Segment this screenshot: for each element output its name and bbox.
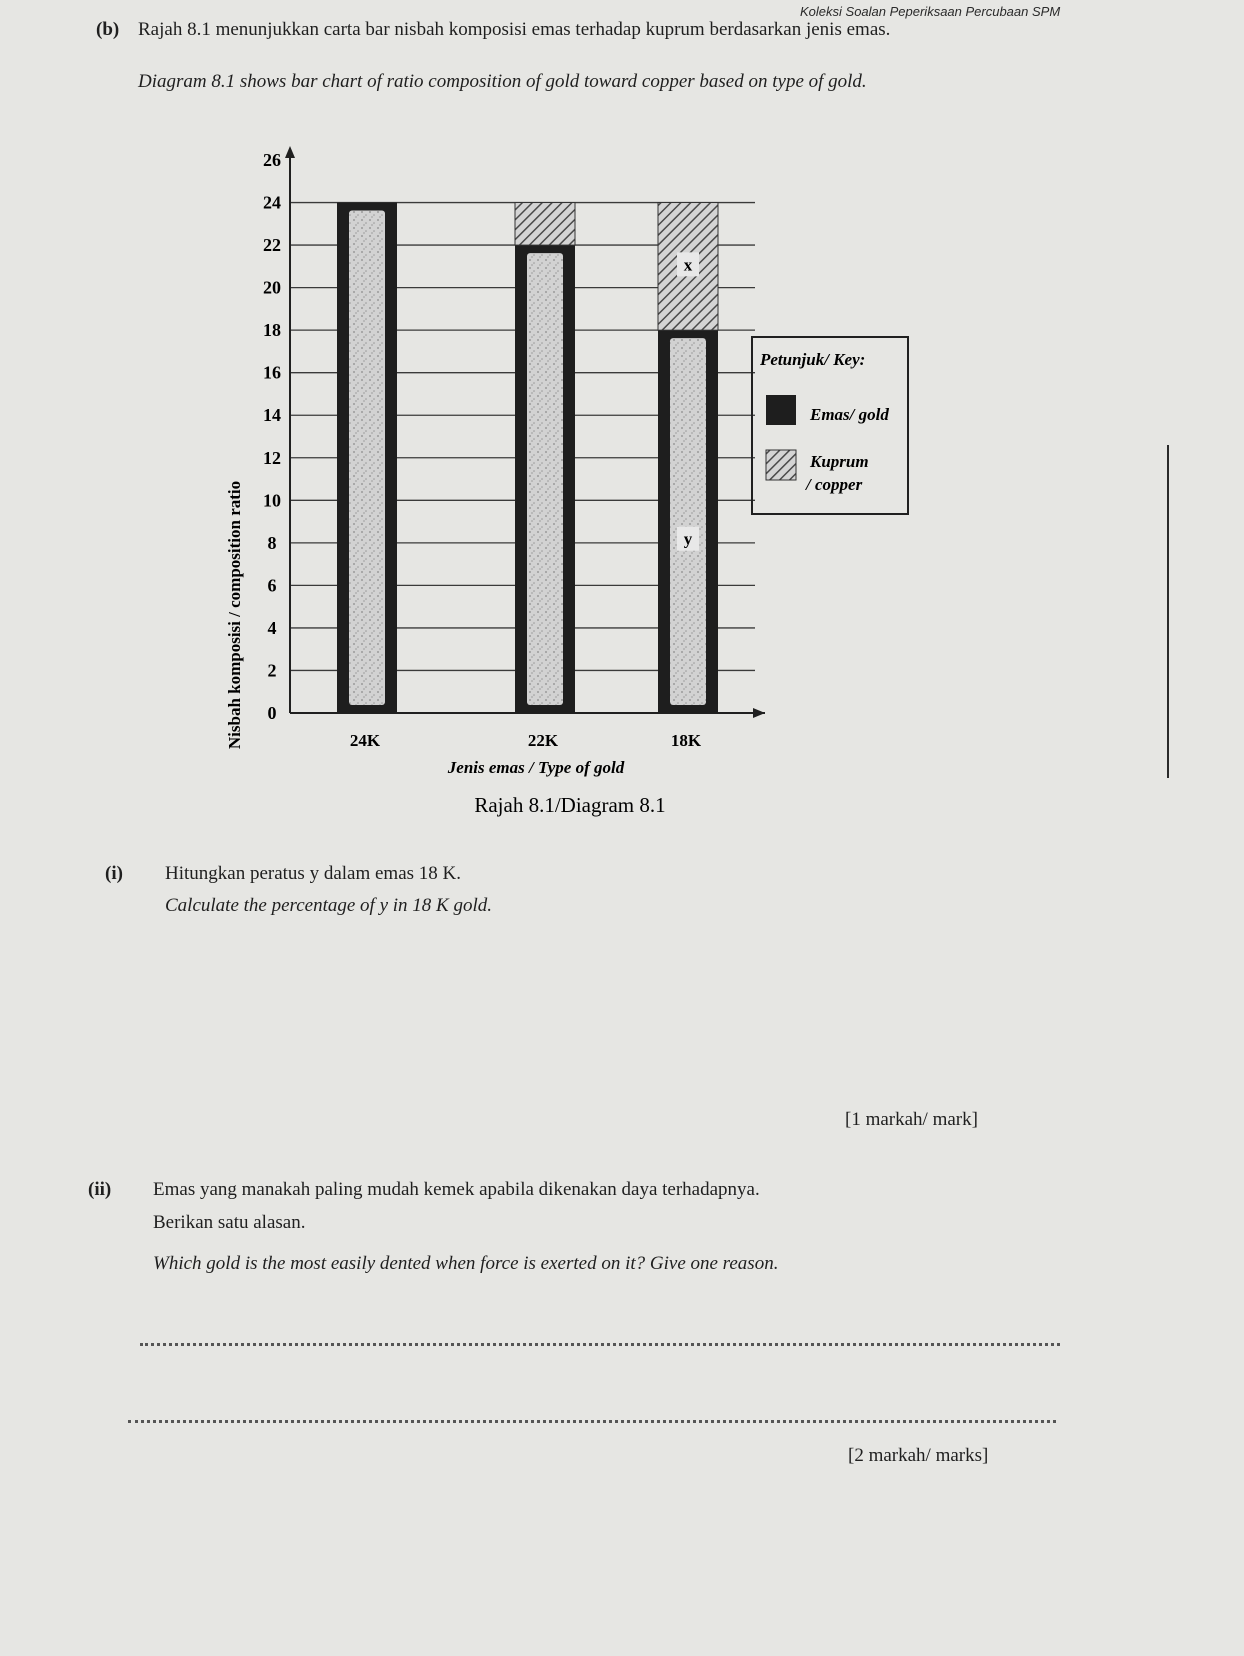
answer-line-2[interactable] (128, 1420, 1056, 1423)
question-i-malay: Hitungkan peratus y dalam emas 18 K. (165, 863, 462, 884)
legend-copper-label-2: / copper (806, 475, 863, 494)
question-b-malay: Rajah 8.1 menunjukkan carta bar nisbah komposisi emas terhadap kuprum berdasarkan jenis emas. (138, 19, 891, 40)
chart-legend (752, 337, 908, 514)
question-ii-label: (ii) (88, 1179, 112, 1200)
y-tick-label: 16 (263, 362, 281, 383)
bar-copper-22K (515, 203, 575, 246)
question-ii-malay-1: Emas yang manakah paling mudah kemek apabila dikenakan daya terhadapnya. (153, 1179, 760, 1200)
x-axis-label: Jenis emas / Type of gold (447, 758, 625, 777)
legend-title: Petunjuk/ Key: (760, 350, 866, 369)
x-tick-label: 18K (670, 731, 702, 750)
y-tick-label: 20 (263, 277, 281, 298)
bar-gold-inner-24K (349, 211, 385, 705)
question-i-english: Calculate the percentage of y in 18 K gold. (165, 895, 492, 916)
question-i-label: (i) (105, 863, 123, 884)
question-ii-malay-2: Berikan satu alasan. (153, 1212, 306, 1233)
chart-ticks (263, 150, 702, 750)
y-tick-label: 8 (267, 532, 277, 553)
legend-copper-swatch (766, 450, 796, 480)
y-tick-label: 10 (263, 490, 281, 511)
question-ii-english: Which gold is the most easily dented when force is exerted on it? Give one reason. (153, 1253, 779, 1274)
answer-line-1[interactable] (140, 1343, 1060, 1346)
y-tick-label: 18 (263, 320, 281, 341)
y-tick-label: 0 (267, 703, 277, 723)
bar-gold-inner-22K (527, 253, 563, 705)
y-tick-label: 12 (263, 447, 281, 468)
question-b-label: (b) (96, 19, 120, 40)
legend-gold-swatch (766, 395, 796, 425)
y-tick-label: 26 (263, 150, 281, 170)
question-b-english: Diagram 8.1 shows bar chart of ratio composition of gold toward copper based on type of gold. (138, 71, 867, 92)
x-axis-arrow (753, 708, 765, 718)
legend-gold-label: Emas/ gold (810, 405, 889, 424)
y-tick-label: 24 (263, 192, 281, 213)
margin-rule (1167, 445, 1169, 778)
x-tick-label: 22K (527, 731, 559, 750)
chart-bars (337, 203, 718, 713)
y-tick-label: 22 (263, 235, 281, 256)
bar-gold-inner-18K (670, 338, 706, 705)
annotation-y: y (683, 529, 693, 549)
annotation-x: x (683, 255, 693, 275)
y-tick-label: 2 (267, 660, 277, 681)
question-ii-marks: [2 markah/ marks] (848, 1445, 989, 1466)
question-i-marks: [1 markah/ mark] (845, 1109, 978, 1130)
bar-chart (0, 130, 1244, 830)
y-tick-label: 4 (267, 617, 277, 638)
x-tick-label: 24K (349, 731, 381, 750)
legend-copper-label-1: Kuprum (810, 452, 869, 471)
y-axis-arrow (285, 146, 295, 158)
chart-caption: Rajah 8.1/Diagram 8.1 (474, 793, 666, 817)
y-tick-label: 6 (267, 575, 277, 596)
y-axis-label: Nisbah komposisi / composition ratio (225, 480, 244, 750)
collection-header: Koleksi Soalan Peperiksaan Percubaan SPM (800, 4, 1061, 19)
y-tick-label: 14 (263, 405, 281, 426)
